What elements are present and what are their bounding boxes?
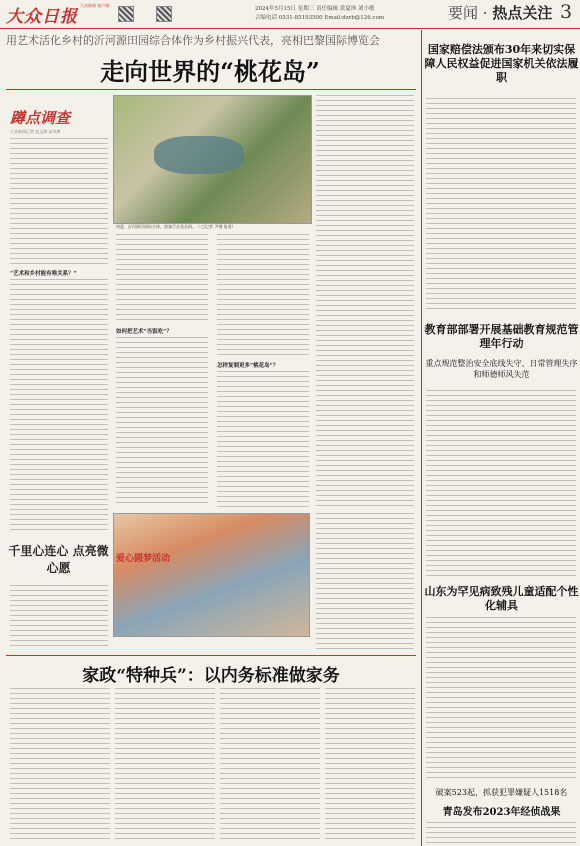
lead-photo — [113, 95, 312, 224]
body-text-column — [10, 138, 108, 266]
right-headline-2: 教育部部署开展基础教育规范管理年行动 — [424, 323, 579, 350]
body-text-column — [10, 585, 108, 649]
section-a: 要闻 — [448, 4, 479, 22]
newspaper-logo: 大众日报 — [6, 7, 78, 27]
body-text-column — [115, 688, 215, 843]
body-text-column — [426, 98, 576, 313]
right-headline-4: 青岛发布2023年经侦战果 — [442, 807, 561, 818]
contact-line: 合编电话 0531-85193500 Email:dzrb@126.com — [255, 15, 385, 21]
right-subheadline-2: 重点规范整治安全底线失守、日常管理失序和师德师风失范 — [425, 359, 578, 379]
body-text-column — [220, 688, 320, 843]
lead-kicker: 用艺术活化乡村的沂河源田园综合体作为乡村振兴代表，亮相巴黎国际博览会 — [6, 34, 380, 47]
story3-headline: 家政“特种兵”：以内务标准做家务 — [82, 666, 340, 686]
body-text-column — [316, 95, 414, 507]
subheading: “艺术和乡村能有啥关系？” — [10, 271, 77, 277]
photo-banner: 爱心圆梦活动 — [116, 554, 171, 564]
divider — [6, 655, 416, 656]
right-headline-1: 国家赔偿法颁布30年来切实保障人民权益促进国家机关依法履职 — [424, 43, 579, 84]
right-kicker-4: 破案523起，抓获犯罪嫌疑人1518名 — [435, 788, 568, 797]
body-text-column — [10, 688, 110, 843]
subheading: 怎样复制更多“桃花岛”？ — [217, 363, 279, 369]
body-text-column — [10, 279, 108, 534]
divider — [6, 89, 416, 90]
right-headline-3: 山东为罕见病致残儿童适配个性化辅具 — [424, 585, 579, 612]
page-number: 3 — [560, 1, 573, 23]
body-text-column — [217, 371, 309, 507]
section-b: 热点关注 — [492, 4, 553, 22]
section-title: 要闻 · 热点关注 — [448, 4, 553, 22]
body-text-column — [316, 513, 414, 649]
body-text-column — [325, 688, 415, 843]
body-text-column — [426, 617, 576, 782]
lead-headline: 走向世界的“桃花岛” — [100, 57, 320, 86]
body-text-column — [426, 390, 576, 578]
subheading: 如何把艺术“当饭吃”？ — [116, 329, 172, 335]
story2-headline: 千里心连心 点亮微心愿 — [8, 544, 109, 575]
photo-caption: 初夏，沂河源田园综合体，游客行走花丛间。（ □记者 尹钢 报道） — [116, 224, 236, 229]
body-text-column — [116, 234, 208, 324]
body-text-column — [217, 234, 309, 359]
body-text-column — [426, 822, 576, 844]
story-photo — [113, 513, 310, 637]
qr-code-icon — [118, 6, 134, 22]
qr-code-icon — [156, 6, 172, 22]
logo-subtitle: 大众新闻 客户端 — [80, 3, 110, 8]
dateline: 2024年5月15日 星期三 责任编辑 黄夏珍 刘小敏 — [255, 6, 375, 12]
byline: 大众新闻记者 赵文海 高凤梅 — [10, 129, 61, 134]
feature-badge: 蹲点调查 — [10, 109, 71, 127]
body-text-column — [116, 337, 208, 507]
column-rule — [421, 30, 422, 846]
